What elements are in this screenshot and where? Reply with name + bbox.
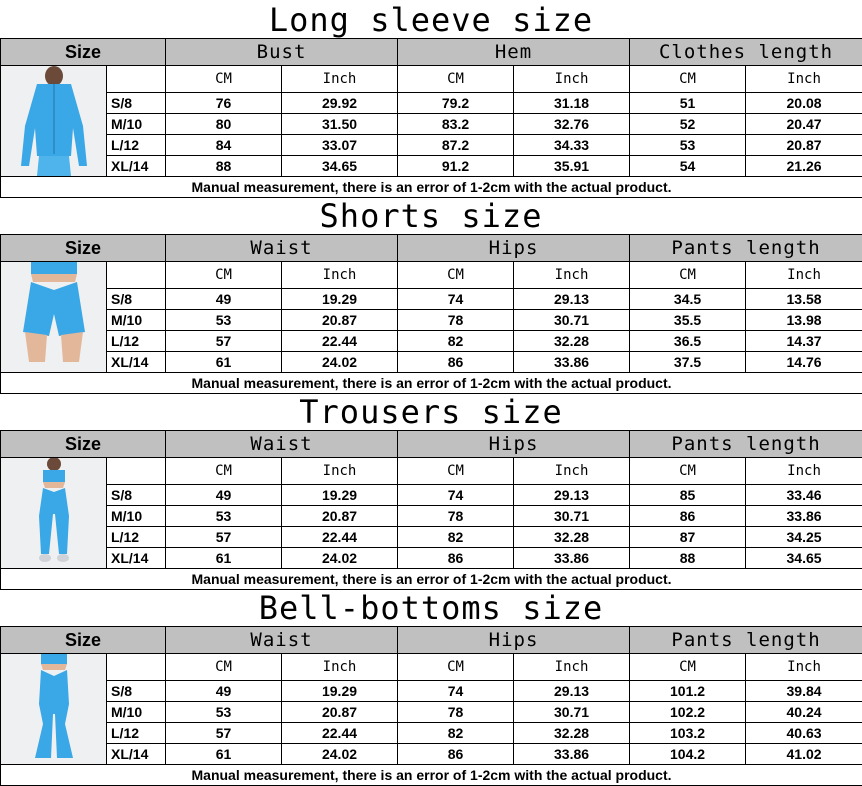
unit-inch: Inch [514,66,630,93]
table-row [1,485,862,506]
table-row [1,289,862,310]
size-label: L/12 [107,331,166,352]
size-label: XL/14 [107,548,166,569]
size-label: M/10 [107,310,166,331]
cell: 33.86 [746,506,862,527]
unit-cm: CM [398,66,514,93]
unit-cm: CM [398,458,514,485]
cell: 24.02 [282,548,398,569]
cell: 37.5 [630,352,746,373]
table-row [1,723,862,744]
cell: 54 [630,156,746,177]
cell: 82 [398,527,514,548]
cell: 34.25 [746,527,862,548]
cell: 57 [166,527,282,548]
size-header: Size [1,39,166,66]
unit-inch: Inch [746,458,862,485]
unit-inch: Inch [282,66,398,93]
cell: 29.92 [282,93,398,114]
cell: 20.87 [282,506,398,527]
section-title: Long sleeve size [0,0,862,38]
size-label: S/8 [107,681,166,702]
cell: 22.44 [282,527,398,548]
group-header: Waist [166,235,398,262]
cell: 49 [166,289,282,310]
cell: 32.28 [514,331,630,352]
cell: 30.71 [514,702,630,723]
cell: 20.87 [282,702,398,723]
cell: 29.13 [514,681,630,702]
cell: 88 [630,548,746,569]
cell: 20.47 [746,114,862,135]
cell: 86 [398,352,514,373]
cell: 82 [398,331,514,352]
cell: 13.98 [746,310,862,331]
cell: 33.86 [514,352,630,373]
size-label: M/10 [107,506,166,527]
unit-inch: Inch [282,654,398,681]
table-row [1,681,862,702]
cell: 78 [398,506,514,527]
unit-inch: Inch [282,458,398,485]
unit-cm: CM [630,66,746,93]
cell: 31.50 [282,114,398,135]
cell: 34.65 [282,156,398,177]
cell: 22.44 [282,331,398,352]
cell: 86 [398,744,514,765]
cell: 83.2 [398,114,514,135]
cell: 53 [166,702,282,723]
cell: 32.28 [514,527,630,548]
size-header: Size [1,431,166,458]
cell: 53 [166,506,282,527]
unit-inch: Inch [514,262,630,289]
table-row [1,93,862,114]
cell: 61 [166,744,282,765]
group-header: Hem [398,39,630,66]
cell: 33.07 [282,135,398,156]
unit-inch: Inch [746,262,862,289]
cell: 57 [166,723,282,744]
table-row [1,331,862,352]
size-table [0,234,862,394]
size-label: XL/14 [107,744,166,765]
cell: 33.86 [514,744,630,765]
size-table [0,38,862,198]
trousers-section [0,392,862,588]
cell: 61 [166,548,282,569]
cell: 104.2 [630,744,746,765]
cell: 22.44 [282,723,398,744]
unit-cm: CM [630,262,746,289]
group-header: Pants length [630,431,862,458]
bell-bottoms-photo [1,654,107,765]
cell: 88 [166,156,282,177]
cell: 84 [166,135,282,156]
size-label: XL/14 [107,156,166,177]
cell: 36.5 [630,331,746,352]
unit-inch: Inch [514,458,630,485]
shorts-icon [1,262,107,372]
unit-inch: Inch [746,66,862,93]
size-label: S/8 [107,93,166,114]
cell: 41.02 [746,744,862,765]
group-header: Hips [398,627,630,654]
cell: 74 [398,485,514,506]
unit-cm: CM [630,458,746,485]
cell: 32.28 [514,723,630,744]
table-row [1,548,862,569]
trousers-photo [1,458,107,569]
cell: 30.71 [514,506,630,527]
unit-inch: Inch [746,654,862,681]
cell: 19.29 [282,485,398,506]
cell: 35.5 [630,310,746,331]
group-header: Hips [398,431,630,458]
measurement-note: Manual measurement, there is an error of 1-2cm with the actual product. [1,177,862,198]
cell: 78 [398,702,514,723]
cell: 14.37 [746,331,862,352]
trousers-icon [1,458,107,568]
cell: 51 [630,93,746,114]
cell: 24.02 [282,744,398,765]
size-header: Size [1,235,166,262]
size-label: M/10 [107,702,166,723]
table-row [1,114,862,135]
cell: 85 [630,485,746,506]
unit-cm: CM [166,458,282,485]
section-title: Shorts size [0,196,862,234]
cell: 80 [166,114,282,135]
cell: 35.91 [514,156,630,177]
table-row [1,156,862,177]
long-sleeve-top-icon [1,66,107,176]
cell: 19.29 [282,289,398,310]
size-label: S/8 [107,289,166,310]
cell: 30.71 [514,310,630,331]
cell: 102.2 [630,702,746,723]
unit-inch: Inch [282,262,398,289]
cell: 57 [166,331,282,352]
cell: 33.46 [746,485,862,506]
cell: 53 [166,310,282,331]
unit-cm: CM [166,66,282,93]
unit-cm: CM [166,654,282,681]
cell: 86 [630,506,746,527]
cell: 76 [166,93,282,114]
long-sleeve-top-photo [1,66,107,177]
cell: 29.13 [514,289,630,310]
cell: 82 [398,723,514,744]
cell: 52 [630,114,746,135]
cell: 74 [398,289,514,310]
cell: 87 [630,527,746,548]
cell: 40.24 [746,702,862,723]
shorts-photo [1,262,107,373]
group-header: Clothes length [630,39,862,66]
cell: 20.87 [282,310,398,331]
table-row [1,310,862,331]
measurement-note: Manual measurement, there is an error of 1-2cm with the actual product. [1,373,862,394]
bell-bottoms-section [0,588,862,784]
measurement-note: Manual measurement, there is an error of 1-2cm with the actual product. [1,569,862,590]
group-header: Hips [398,235,630,262]
unit-cm: CM [166,262,282,289]
group-header: Waist [166,627,398,654]
cell: 21.26 [746,156,862,177]
cell: 40.63 [746,723,862,744]
cell: 86 [398,548,514,569]
cell: 87.2 [398,135,514,156]
cell: 103.2 [630,723,746,744]
cell: 49 [166,485,282,506]
cell: 34.65 [746,548,862,569]
size-table [0,430,862,590]
shorts-section [0,196,862,392]
section-title: Trousers size [0,392,862,430]
size-label: L/12 [107,723,166,744]
cell: 34.33 [514,135,630,156]
cell: 19.29 [282,681,398,702]
size-label: L/12 [107,527,166,548]
table-row [1,135,862,156]
cell: 20.87 [746,135,862,156]
cell: 78 [398,310,514,331]
cell: 91.2 [398,156,514,177]
unit-inch: Inch [514,654,630,681]
cell: 13.58 [746,289,862,310]
cell: 24.02 [282,352,398,373]
table-row [1,702,862,723]
size-label: XL/14 [107,352,166,373]
cell: 39.84 [746,681,862,702]
cell: 31.18 [514,93,630,114]
table-row [1,744,862,765]
long-sleeve-section [0,0,862,196]
cell: 49 [166,681,282,702]
size-table [0,626,862,786]
cell: 33.86 [514,548,630,569]
group-header: Bust [166,39,398,66]
unit-cm: CM [398,262,514,289]
table-row [1,506,862,527]
cell: 53 [630,135,746,156]
measurement-note: Manual measurement, there is an error of 1-2cm with the actual product. [1,765,862,786]
cell: 61 [166,352,282,373]
size-label: S/8 [107,485,166,506]
group-header: Pants length [630,627,862,654]
unit-cm: CM [398,654,514,681]
cell: 32.76 [514,114,630,135]
cell: 34.5 [630,289,746,310]
table-row [1,527,862,548]
section-title: Bell-bottoms size [0,588,862,626]
size-label: M/10 [107,114,166,135]
cell: 14.76 [746,352,862,373]
group-header: Pants length [630,235,862,262]
unit-cm: CM [630,654,746,681]
cell: 74 [398,681,514,702]
size-header: Size [1,627,166,654]
table-row [1,352,862,373]
cell: 20.08 [746,93,862,114]
size-label: L/12 [107,135,166,156]
cell: 29.13 [514,485,630,506]
group-header: Waist [166,431,398,458]
cell: 101.2 [630,681,746,702]
bell-bottoms-icon [1,654,107,764]
cell: 79.2 [398,93,514,114]
